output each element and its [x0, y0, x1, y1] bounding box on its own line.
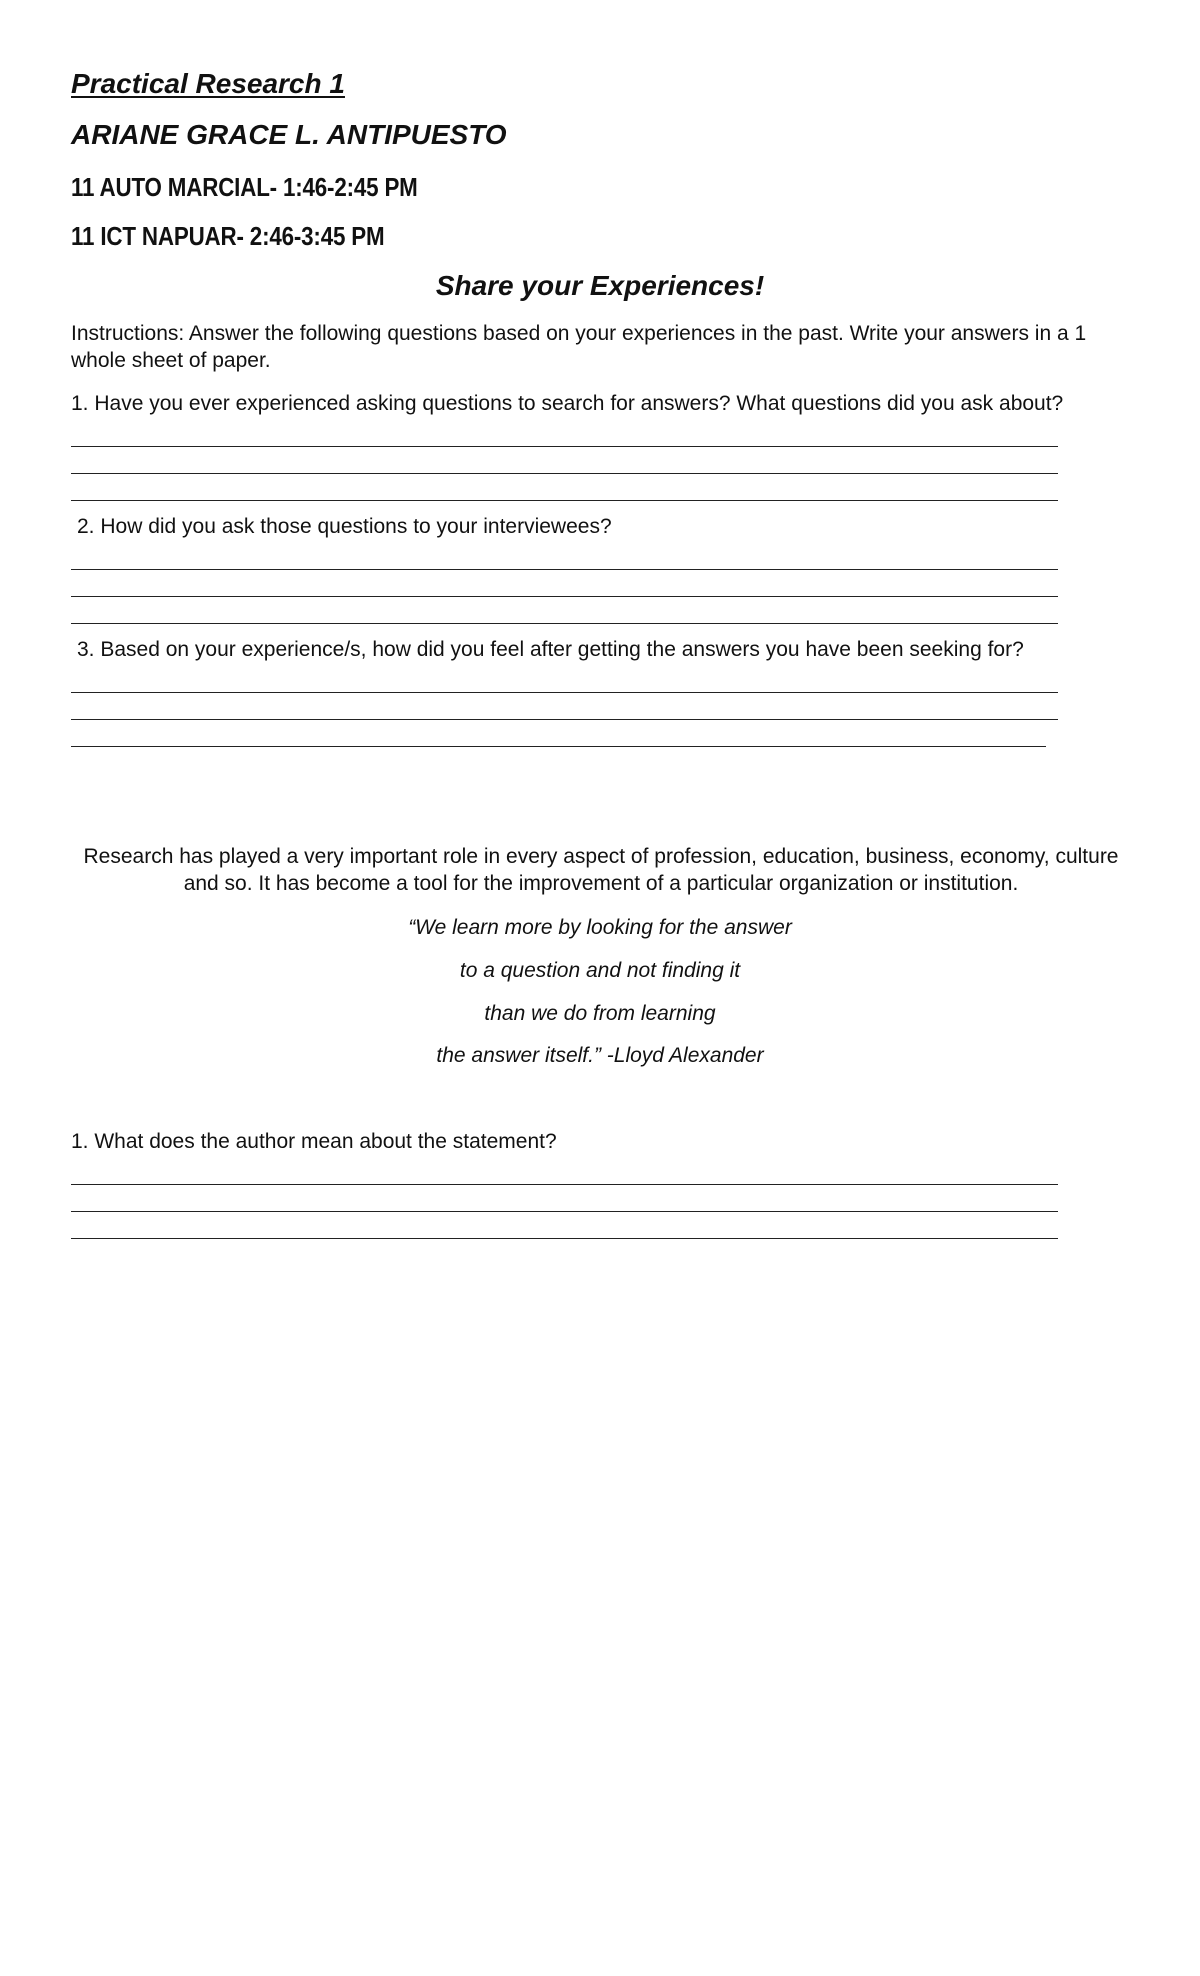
answer-line: [71, 719, 1058, 720]
quote-line: than we do from learning: [484, 1002, 716, 1025]
answer-line: [71, 473, 1058, 474]
question-author-meaning: 1. What does the author mean about the statement?: [71, 1130, 557, 1153]
question-3: 3. Based on your experience/s, how did you feel after getting the answers you have been seeking for?: [77, 638, 1024, 661]
answer-line: [71, 596, 1058, 597]
student-name: ARIANE GRACE L. ANTIPUESTO: [71, 119, 507, 150]
schedule-line: 11 AUTO MARCIAL- 1:46-2:45 PM: [71, 172, 418, 202]
answer-line: [71, 692, 1058, 693]
answer-line: [71, 500, 1058, 501]
question-1: 1. Have you ever experienced asking questions to search for answers? What questions did you ask about?: [71, 392, 1064, 415]
answer-line: [71, 746, 1046, 747]
quote-line: the answer itself.” -Lloyd Alexander: [436, 1044, 764, 1067]
answer-line: [71, 569, 1058, 570]
instructions: Instructions: Answer the following questions based on your experiences in the past. Write your answers in a 1 whole sheet of paper.: [71, 322, 1087, 372]
answer-line: [71, 623, 1058, 624]
subject-title: Practical Research 1: [71, 68, 345, 99]
activity-title: Share your Experiences!: [435, 270, 765, 301]
question-2: 2. How did you ask those questions to your interviewees?: [77, 515, 612, 538]
quote-line: to a question and not finding it: [459, 959, 741, 982]
answer-line: [71, 1238, 1058, 1239]
quote-line: “We learn more by looking for the answer: [408, 916, 792, 939]
research-paragraph: Research has played a very important role in every aspect of profession, education, business, economy, culture and so. It has become a tool for the improvement of a particular organization or institution.: [83, 845, 1119, 895]
answer-line: [71, 446, 1058, 447]
schedule-line: 11 ICT NAPUAR- 2:46-3:45 PM: [71, 221, 385, 251]
answer-line: [71, 1184, 1058, 1185]
answer-line: [71, 1211, 1058, 1212]
